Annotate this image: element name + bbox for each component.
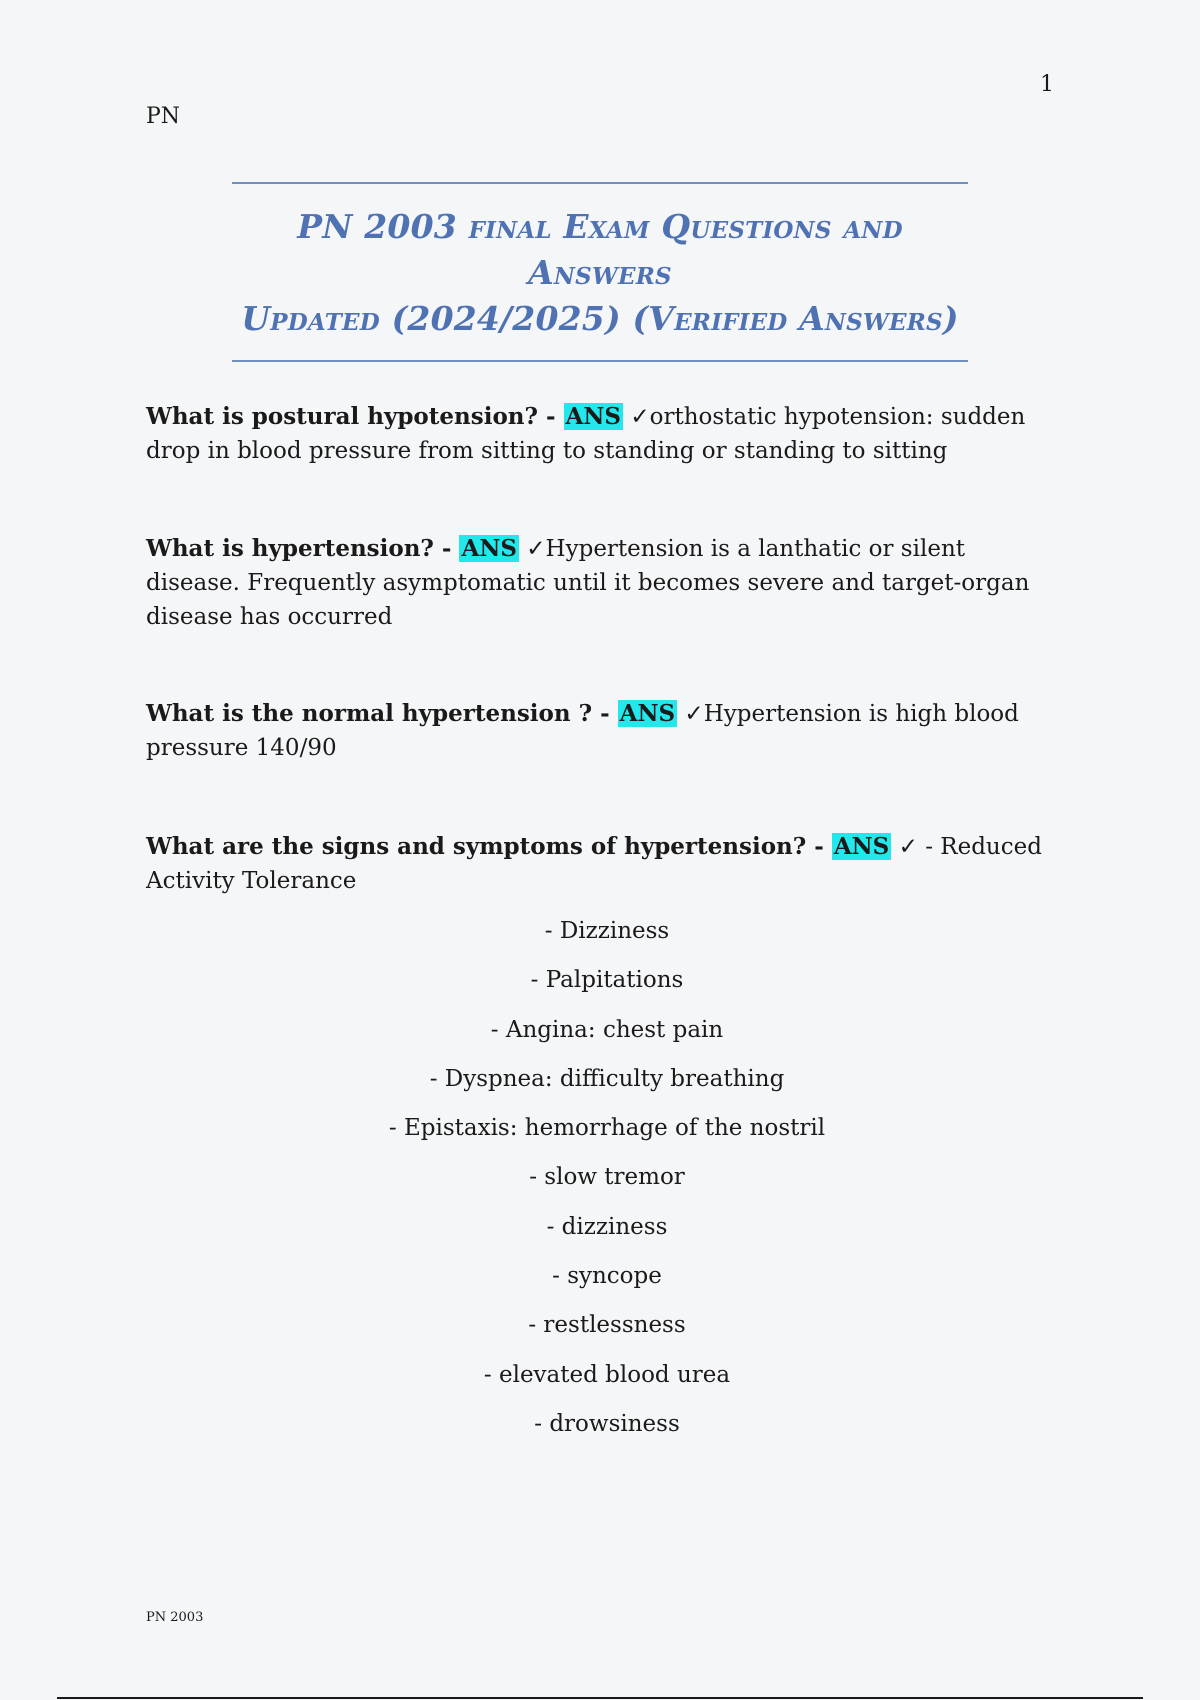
check-icon: ✓ bbox=[630, 404, 650, 430]
ans-badge: ANS bbox=[565, 403, 622, 430]
qa-item-signs-symptoms bbox=[146, 830, 1046, 898]
answer-text: - Reduced Activity Tolerance bbox=[146, 834, 1042, 894]
answer-text: Hypertension is a lanthatic or silent disease. Frequently asymptomatic until it becomes severe and target-organ disease has occurred bbox=[146, 536, 1030, 630]
list-item: - drowsiness bbox=[534, 1410, 680, 1437]
answer-text: Hypertension is high blood pressure 140/90 bbox=[146, 701, 1019, 761]
list-item: - Dizziness bbox=[544, 918, 670, 944]
footer-divider bbox=[57, 1697, 1143, 1699]
header-label: PN bbox=[146, 104, 181, 129]
list-item: - restlessness bbox=[528, 1312, 686, 1339]
list-item: - Dyspnea: difficulty breathing bbox=[429, 1065, 785, 1092]
list-item: - dizziness bbox=[546, 1213, 668, 1240]
ans-badge: ANS bbox=[833, 833, 890, 860]
footer-label: PN 2003 bbox=[146, 1610, 204, 1625]
list-item: - elevated blood urea bbox=[483, 1361, 731, 1388]
list-item: - syncope bbox=[552, 1263, 662, 1290]
check-icon: ✓ bbox=[526, 536, 546, 562]
page-number: 1 bbox=[1040, 72, 1054, 97]
ans-badge: ANS bbox=[461, 535, 517, 562]
ans-badge: ANS bbox=[619, 700, 676, 727]
list-item: - slow tremor bbox=[529, 1164, 685, 1191]
list-item: - Angina: chest pain bbox=[490, 1016, 724, 1043]
qa-item-normal-hypertension bbox=[146, 697, 1046, 765]
list-item: - Palpitations bbox=[530, 967, 684, 994]
title-line-1: PN 2003 final Exam Questions and Answers bbox=[297, 207, 903, 292]
symptom-list bbox=[146, 914, 1068, 1456]
qa-item-hypertension bbox=[146, 532, 1046, 634]
question-text: What is the normal hypertension ? - bbox=[146, 700, 618, 727]
answer-text: orthostatic hypotension: sudden drop in blood pressure from sitting to standing or standing to sitting bbox=[146, 404, 1026, 464]
qa-item-postural-hypotension bbox=[146, 400, 1046, 468]
document-title bbox=[232, 182, 968, 362]
question-text: What is postural hypotension? - bbox=[146, 403, 564, 430]
check-icon: ✓ bbox=[684, 701, 704, 727]
check-icon: ✓ bbox=[898, 834, 918, 860]
list-item: - Epistaxis: hemorrhage of the nostril bbox=[388, 1115, 826, 1142]
question-text: What is hypertension? - bbox=[146, 535, 460, 562]
question-text: What are the signs and symptoms of hypertension? - bbox=[146, 833, 832, 860]
title-line-2: Updated (2024/2025) (Verified Answers) bbox=[241, 299, 959, 338]
